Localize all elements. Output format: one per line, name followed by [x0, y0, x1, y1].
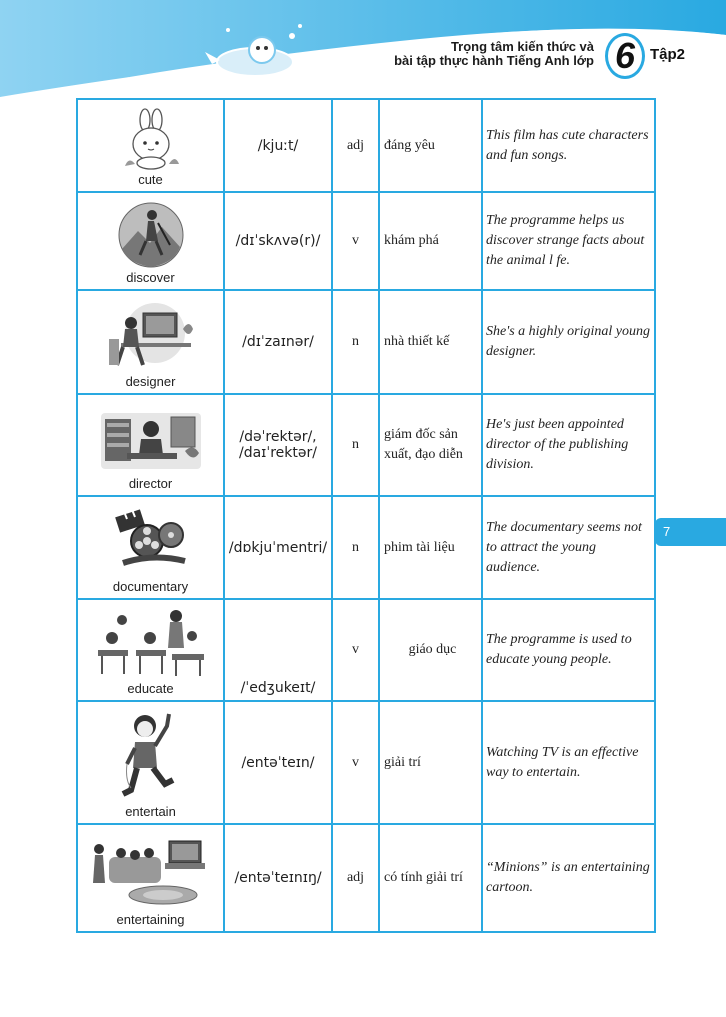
- word-label: documentary: [112, 579, 189, 594]
- picture-cell: [77, 496, 224, 599]
- ipa-cell: /dɪˈskʌvə(r)/: [224, 192, 332, 290]
- singer-icon: [121, 710, 181, 806]
- meaning-cell: giải trí: [379, 701, 482, 824]
- bunny-icon: [121, 108, 181, 170]
- pos-cell: adj: [332, 99, 379, 192]
- ipa-cell: /dɪˈzaɪnər/: [224, 290, 332, 394]
- word-label: director: [128, 476, 173, 491]
- vocabulary-table: [76, 98, 656, 933]
- table-row: [77, 701, 655, 824]
- ipa-cell: /entəˈteɪnɪŋ/: [224, 824, 332, 932]
- volume-label: Tập2: [650, 46, 686, 63]
- table-row: [77, 824, 655, 932]
- meaning-cell: khám phá: [379, 192, 482, 290]
- meaning-cell: giáo dục: [379, 599, 482, 701]
- book-title: Trọng tâm kiến thức và bài tập thực hành Tiếng Anh lớp: [394, 39, 594, 68]
- word-label: discover: [126, 270, 175, 285]
- example-cell: This film has cute characters and fun songs.: [482, 99, 655, 192]
- ipa-cell: /dɒkjuˈmentri/: [224, 496, 332, 599]
- pos-cell: adj: [332, 824, 379, 932]
- word-label: designer: [125, 374, 176, 389]
- picture-cell: [77, 701, 224, 824]
- page-number-tab: 7: [655, 518, 726, 546]
- meaning-cell: phim tài liệu: [379, 496, 482, 599]
- classroom-icon: [92, 608, 210, 678]
- example-cell: The programme is used to educate young people.: [482, 599, 655, 701]
- ipa-line: /dəˈrektər/,: [239, 429, 317, 445]
- example-cell: Watching TV is an effective way to entertain.: [482, 701, 655, 824]
- family-tv-icon: [91, 833, 211, 909]
- example-cell: The programme helps us discover strange facts about the animal l fe.: [482, 192, 655, 290]
- word-label: entertaining: [116, 912, 185, 927]
- word-label: entertain: [125, 804, 176, 819]
- picture-cell: [77, 599, 224, 701]
- picture-cell: [77, 290, 224, 394]
- word-label: educate: [127, 681, 174, 696]
- table-row: [77, 394, 655, 496]
- designer-desk-icon: [103, 299, 199, 371]
- pos-cell: n: [332, 394, 379, 496]
- pos-cell: v: [332, 192, 379, 290]
- film-reel-icon: [113, 505, 189, 571]
- example-cell: He's just been appointed director of the publishing division.: [482, 394, 655, 496]
- explorer-icon: [118, 201, 184, 269]
- pos-cell: n: [332, 496, 379, 599]
- example-cell: “Minions” is an entertaining cartoon.: [482, 824, 655, 932]
- picture-cell: [77, 824, 224, 932]
- meaning-cell: có tính giải trí: [379, 824, 482, 932]
- pos-cell: v: [332, 701, 379, 824]
- ipa-line: /daɪˈrektər/: [239, 445, 317, 461]
- example-cell: She's a highly original young designer.: [482, 290, 655, 394]
- picture-cell: [77, 192, 224, 290]
- ipa-cell: /entəˈteɪn/: [224, 701, 332, 824]
- pos-cell: n: [332, 290, 379, 394]
- grade-badge: 6: [605, 33, 645, 79]
- pos-cell: v: [332, 599, 379, 701]
- word-label: cute: [138, 172, 163, 187]
- meaning-cell: đáng yêu: [379, 99, 482, 192]
- example-cell: The documentary seems not to attract the young audience.: [482, 496, 655, 599]
- ipa-cell: /ˈedʒukeɪt/: [224, 599, 332, 701]
- table-row: [77, 599, 655, 701]
- table-row: [77, 99, 655, 192]
- ipa-cell: [224, 394, 332, 496]
- director-office-icon: [97, 403, 205, 475]
- table-row: [77, 192, 655, 290]
- picture-cell: [77, 99, 224, 192]
- table-row: [77, 290, 655, 394]
- meaning-cell: giám đốc sản xuất, đạo diễn: [379, 394, 482, 496]
- ipa-cell: /kjuːt/: [224, 99, 332, 192]
- picture-cell: [77, 394, 224, 496]
- table-row: [77, 496, 655, 599]
- meaning-cell: nhà thiết kế: [379, 290, 482, 394]
